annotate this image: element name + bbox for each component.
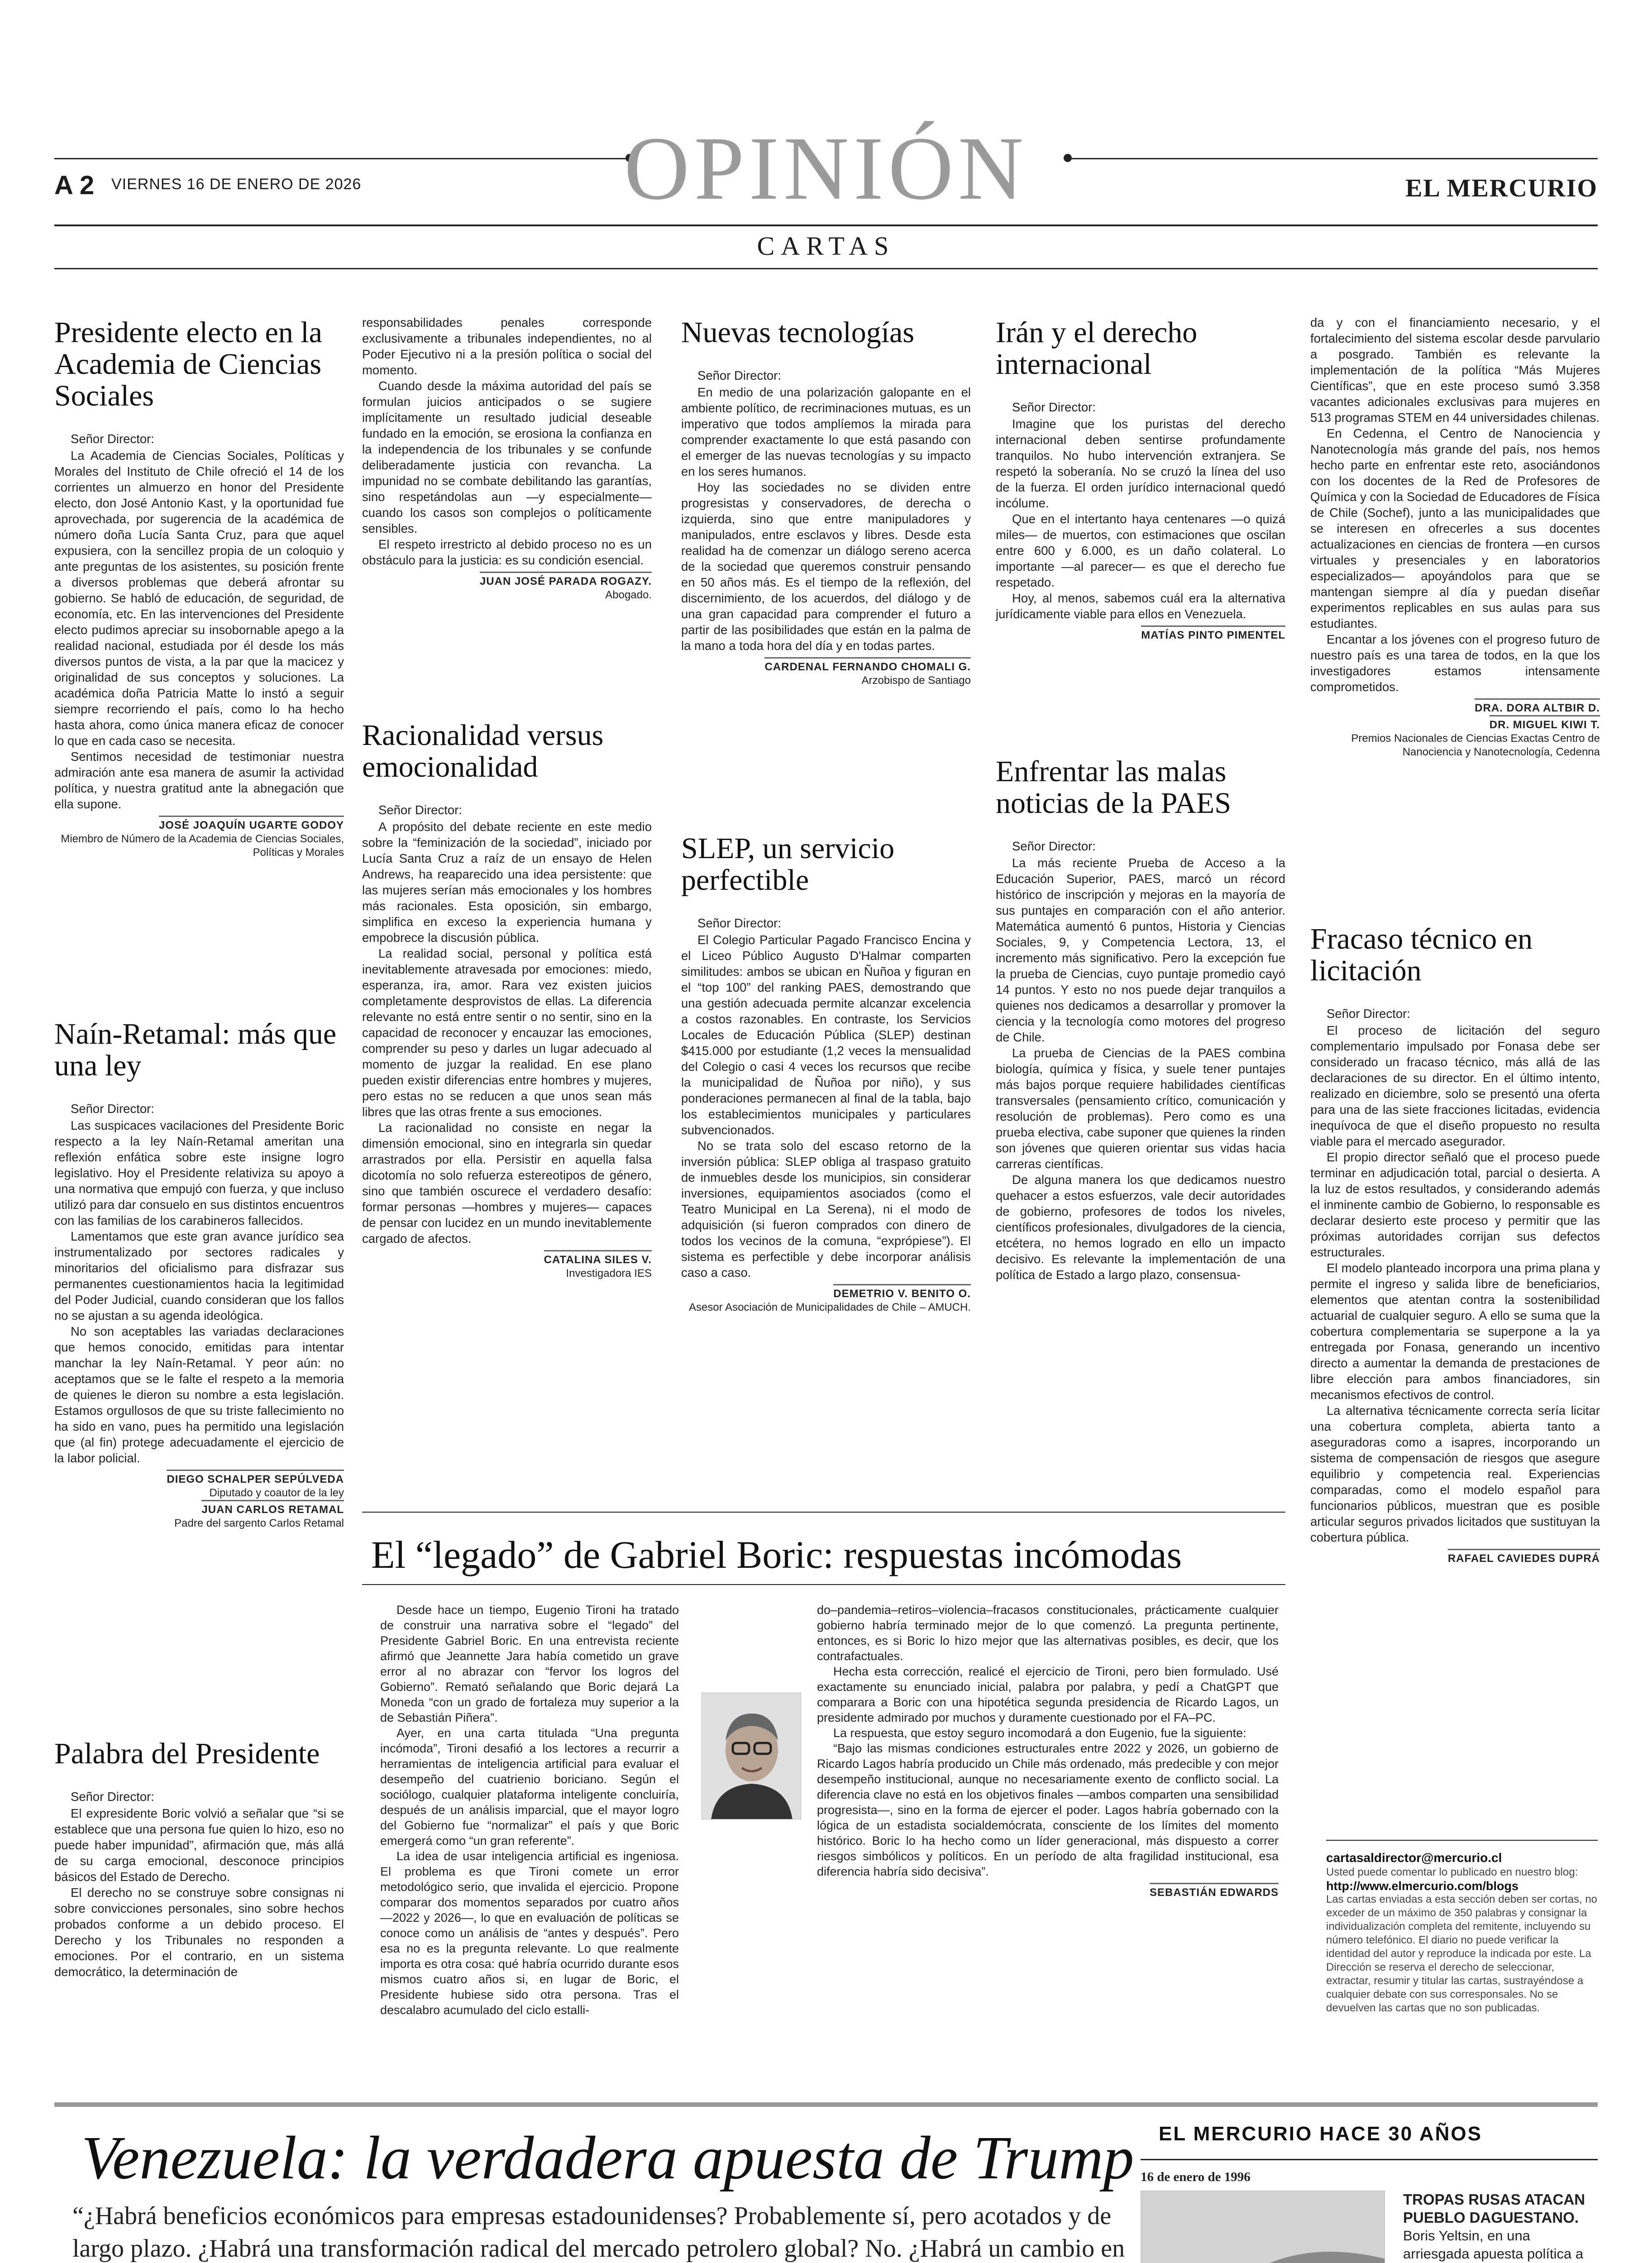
boric-rule <box>362 1512 1285 1513</box>
author-portrait-icon <box>702 1693 801 1819</box>
fire-village-photo-icon <box>1141 2191 1385 2263</box>
article-paragraph: La respuesta, que estoy seguro incomodará a don Eugenio, fue la siguiente: <box>833 1726 1246 1740</box>
salutation: Señor Director: <box>71 432 154 446</box>
letter-paragraph: da y con el financiamiento necesario, y el fortalecimiento del sistema escolar desde parvulario a posgrado. También es relevante la implementación de la política “Más Mujeres Científicas”, que en este proceso sumó 3.358 vacantes adicionales exclusivas para mujeres en 513 programas STEM en 44 universidades chilenas. <box>1310 315 1600 425</box>
letter-title: Irán y el derecho internacional <box>996 316 1198 381</box>
letter-palabra-presidente <box>54 1738 344 1980</box>
letter-paragraph: En Cedenna, el Centro de Nanociencia y Nanotecnología más grande del país, nos hemos hecho parte en enfrentar este reto, asociándonos con los docentes de la Red de Profesores de Química y con la Sociedad de Educadores de Física de Chile (Sochef), junto a las municipalidades que se interesen en ofrecerles a sus docentes actualizaciones en ciencias de frontera —en cursos virtuales y presenciales y en laboratorios especializados— apoyándolos para que se mantengan siempre al día y puedan diseñar experimentos replicables en sus aulas para sus estudiantes. <box>1310 426 1600 630</box>
history-date: 16 de enero de 1996 <box>1141 2170 1251 2184</box>
salutation: Señor Director: <box>378 803 462 817</box>
venezuela-rule <box>54 2102 1141 2107</box>
signature: DIEGO SCHALPER SEPÚLVEDA Diputado y coautor de la ley JUAN CARLOS RETAMAL Padre del sargento Carlos Retamal <box>54 1470 344 1530</box>
signature: DEMETRIO V. BENITO O. Asesor Asociación de Municipalidades de Chile – AMUCH. <box>681 1284 971 1314</box>
signature: JOSÉ JOAQUÍN UGARTE GODOY Miembro de Número de la Academia de Ciencias Sociales, Políticas y Morales <box>54 816 344 859</box>
letter-paragraph: El expresidente Boric volvió a señalar que “si se establece que una persona fue quien lo hizo, eso no puede haber impunidad”, afirmación que, más allá de su carga emocional, desconoce principios básicos del Estado de Derecho. <box>54 1806 344 1884</box>
salutation: Señor Director: <box>1327 1007 1410 1021</box>
newspaper-brand: EL MERCURIO <box>1405 174 1598 202</box>
letter-paragraph: En medio de una polarización galopante en el ambiente político, de recriminaciones mutuas, es un imperativo que todos amplíemos la mirada para comprender exactamente lo que está pasando con el emerger de las nuevas tecnologías y su impacto en los seres humanos. <box>681 385 971 478</box>
letter-paragraph: El modelo planteado incorpora una prima plana y permite el ingreso y salida libre de beneficiarios, elementos que atentan contra la sostenibilidad actuarial de cualquier seguro. A ello se suma que la cobertura complementaria se superpone a la ya entregada por Fonasa, generando un incentivo directo a aumentar la demanda de prestaciones de libre elección para ambos financiadores, sin mecanismos efectivos de control. <box>1310 1261 1600 1402</box>
header-rule-right <box>1068 158 1598 159</box>
article-paragraph: La idea de usar inteligencia artificial es ingeniosa. El problema es que Tironi comete un error metodológico serio, que invalida el ejercicio. Propone comparar dos momentos separados por cuatro años —2022 y 2026—, lo que en evaluación de políticas se conoce como un análisis de “antes y después”. Pero esa no es la pregunta relevante. Lo que realmente importa es otra cosa: qué habría ocurrido durante esos mismos cuatro años si, en lugar de Boric, el Presidente hubiese sido otra persona. Tras el descalabro acumulado del ciclo estalli- <box>380 1849 679 2017</box>
page-number: A 2 <box>54 171 95 200</box>
letter-paragraph: La prueba de Ciencias de la PAES combina biología, química y física, y suele tener puntajes más bajos porque requiere habilidades científicas transversales (pensamiento crítico, comunicación y resolución de problemas). Pero como es una prueba electiva, cabe suponer que quienes la rinden son jóvenes que quieren orientar sus vidas hacia carreras científicas. <box>996 1046 1285 1171</box>
letter-iran <box>996 317 1285 642</box>
issue-date: VIERNES 16 DE ENERO DE 2026 <box>111 176 362 193</box>
letter-paragraph: La realidad social, personal y política está inevitablemente atravesada por emociones: miedo, esperanza, ira, amor. Rara vez existen juicios completamente desprovistos de ellas. La diferencia relevante no está entre sentir o no sentir, sino en la capacidad de reconocer y encauzar las emociones, comprender su peso y darles un lugar adecuado al momento de juzgar la realidad. En ese plano pueden existir diferencias entre hombres y mujeres, pero estas no se reducen a que unos sean más libres que las otras frente a sus emociones. <box>362 946 652 1119</box>
story-title: TROPAS RUSAS ATACAN PUEBLO DAGUESTANO. <box>1403 2191 1585 2226</box>
article-paragraph: Hecha esta corrección, realicé el ejercicio de Tironi, pero bien formulado. Usé exactamente su enunciado inicial, palabra por palabra, y pedí a ChatGPT que comparara a Boric con una hipotética segunda presidencia de Ricardo Lagos, un presidente admirado por muchos y duramente cuestionado por el FA–PC. <box>817 1665 1279 1724</box>
letter-paragraph: Lamentamos que este gran avance jurídico sea instrumentalizado por sectores radicales y minoritarios del oficialismo para disfrazar sus permanentes cuestionamientos hacia la legitimidad del Poder Judicial, cuando consideran que los fallos no se ajustan a su agenda ideológica. <box>54 1229 344 1322</box>
signature: MATÍAS PINTO PIMENTEL <box>996 625 1285 642</box>
letter-paragraph: Cuando desde la máxima autoridad del país se formulan juicios anticipados o se sugiere implícitamente un resultado judicial deseable fundado en la emoción, se erosiona la confianza en la independencia de los tribunales y se confunde deliberadamente justicia con revancha. La impunidad no se combate debilitando las garantías, sino respetándolas aun —y especialmente— cuando los casos son complejos o políticamente sensibles. <box>362 379 652 535</box>
article-paragraph: do–pandemia–retiros–violencia–fracasos constitucionales, prácticamente cualquier gobierno habría terminado mejor de lo que comenzó. La pregunta pertinente, entonces, es si Boric lo hizo mejor que las alternativas posibles, es decir, que los contrafactuales. <box>817 1603 1279 1663</box>
salutation: Señor Director: <box>697 916 781 930</box>
letter-title: Nuevas tecnologías <box>681 316 915 349</box>
letter-title: SLEP, un servicio perfectible <box>681 832 895 897</box>
letter-paragraph: No son aceptables las variadas declaraciones que hemos conocido, emitidas para intentar manchar la ley Naín-Retamal. Y peor aún: no aceptamos que se le falte el respeto a la memoria de quienes le dieron su nombre a esta legislación. Estamos orgullosos de que su triste fallecimiento no ha sido en vano, pues ha permitido una legislación que (al fin) protege adecuadamente el ejercicio de la labor policial. <box>54 1324 344 1465</box>
letter-paragraph: La Academia de Ciencias Sociales, Políticas y Morales del Instituto de Chile ofreció el 14 de los corrientes un almuerzo en honor del Presidente electo, don José Antonio Kast, y la oportunidad fue aprovechada, por sugerencia de la académica de número doña Lucía Santa Cruz, para que aquel expusiera, con la sencillez propia de un coloquio y ante preguntas de los asistentes, su posición frente a diversos problemas que deberá afrontar su gobierno. Se habló de educación, de seguridad, de economía, etc. En las intervenciones del Presidente electo pudimos apreciar su insobornable apego a la realidad nacional, estudiada por él desde los más diversos puntos de vista, a la par que la macicez y originalidad de sus conceptos y soluciones. La académica doña Patricia Matte lo instó a seguir siempre recorriendo el país, como lo ha hecho hasta ahora, como única manera eficaz de conocer lo que en cada caso se necesita. <box>54 449 344 748</box>
mailbox-policy: Las cartas enviadas a esta sección deben ser cortas, no exceder de un máximo de 350 palabras y consignar la individualización completa del remitente, incluyendo su número telefónico. El diario no puede verificar la identidad del autor y reproduce la indicada por este. La Dirección se reserva el derecho de seleccionar, extractar, resumir y titular las cartas, sustrayéndose a cualquier debate con sus corresponsales. No se devuelven las cartas que no son publicadas. <box>1326 1893 1598 2014</box>
letter-paragraph: El respeto irrestricto al debido proceso no es un obstáculo para la justicia: es su condición esencial. <box>362 537 652 567</box>
letter-title: Enfrentar las malas noticias de la PAES <box>996 755 1232 820</box>
signature: CATALINA SILES V. Investigadora IES <box>362 1250 652 1280</box>
letter-paragraph: Sentimos necesidad de testimoniar nuestra admiración ante esa manera de asumir la actividad política, y nuestra gratitud ante la abnegación que ella supone. <box>54 750 344 811</box>
venezuela-headline: Venezuela: la verdadera apuesta de Trump <box>81 2124 1134 2192</box>
header-rule-top <box>54 224 1598 226</box>
boric-column-2 <box>817 1602 1279 1900</box>
boric-column-1 <box>380 1602 679 2018</box>
letter-paragraph: De alguna manera los que dedicamos nuestro quehacer a estos esfuerzos, vale decir autoridades de gobierno, profesores de todos los niveles, científicos profesionales, divulgadores de la ciencia, etcétera, no hemos logrado en ello un impacto decisivo. Es relevante la implementación de una política de Estado a largo plazo, consensua- <box>996 1173 1285 1282</box>
signature: JUAN JOSÉ PARADA ROGAZY. Abogado. <box>362 572 652 602</box>
history-rule <box>1141 2102 1598 2107</box>
letter-paragraph: Hoy, al menos, sabemos cuál era la alternativa jurídicamente viable para ellos en Venezuela. <box>996 591 1285 621</box>
letter-paragraph: Encantar a los jóvenes con el progreso futuro de nuestro país es una tarea de todos, en la que los investigadores estamos intensamente comprometidos. <box>1310 632 1600 694</box>
signature: CARDENAL FERNANDO CHOMALI G. Arzobispo de Santiago <box>681 657 971 687</box>
letter-paragraph: El derecho no se construye sobre consignas ni sobre convicciones personales, sino sobre hechos probados conforme a un debido proceso. El Derecho y los Tribunales no responden a emociones. Por el contrario, en un sistema democrático, la determinación de <box>54 1886 344 1979</box>
subsection-title: CARTAS <box>757 231 895 261</box>
mailbox-email[interactable]: cartasaldirector@mercurio.cl <box>1326 1851 1502 1865</box>
letter-title: Fracaso técnico en licitación <box>1310 922 1533 987</box>
salutation: Señor Director: <box>697 368 781 382</box>
article-paragraph: “Bajo las mismas condiciones estructurales entre 2022 y 2026, un gobierno de Ricardo Lagos habría producido un Chile más ordenado, más predecible y con mejor desempeño institucional, aunque no necesariamente exento de conflicto social. La diferencia clave no está en los objetivos finales —ambos comparten una sensibilidad progresista—, sino en la forma de ejercer el poder. Lagos habría gobernado con la lógica de un estadista socialdemócrata, consciente de los límites del momento histórico. Boric lo ha hecho como un líder generacional, más dispuesto a correr riesgos simbólicos y políticos. En un período de alta fragilidad institucional, esa diferencia habría sido decisiva”. <box>817 1742 1279 1878</box>
boric-rule-bottom <box>362 1584 1285 1585</box>
mailbox-url[interactable]: http://www.elmercurio.com/blogs <box>1326 1879 1519 1893</box>
venezuela-lead: “¿Habrá beneficios económicos para empresas estadounidenses? Probablemente sí, pero acotados y de largo plazo. ¿Habrá una transformación radical del mercado petrolero global? No. ¿Habrá un cambio en <box>72 2202 1125 2263</box>
letter-paragraph: La más reciente Prueba de Acceso a la Educación Superior, PAES, marcó un récord histórico de inscripción y mejoras en la mayoría de sus puntajes en comparación con el año anterior. Matemática aumentó 6 puntos, Historia y Ciencias Sociales, 9, y Competencia Lectora, 13, el incremento más significativo. Pero la excepción fue la prueba de Ciencias, cuyo puntaje promedio cayó 14 puntos. Y esto no nos puede dejar tranquilos a quienes nos dedicamos a desarrollar y promover la ciencia y la tecnología como motores del progreso de Chile. <box>996 856 1285 1044</box>
letter-palabra-continuation <box>362 315 652 602</box>
history-rule-2 <box>1141 2159 1598 2160</box>
boric-headline: El “legado” de Gabriel Boric: respuestas incómodas <box>371 1533 1182 1576</box>
salutation: Señor Director: <box>1012 400 1096 414</box>
letter-paragraph: responsabilidades penales corresponde exclusivamente a tribunales independientes, no al Poder Ejecutivo ni a la presión política o social del momento. <box>362 315 652 377</box>
letter-title: Naín-Retamal: más que una ley <box>54 1017 337 1082</box>
salutation: Señor Director: <box>71 1790 154 1804</box>
letter-paragraph: El proceso de licitación del seguro complementario impulsado por Fonasa debe ser considerado un fracaso técnico, más allá de las declaraciones de su director. En el último intento, realizado en diciembre, solo se presentó una oferta para una de las siete fracciones licitadas, evidencia inequívoca de que el diseño propuesto no resulta viable para el mercado asegurador. <box>1310 1023 1600 1148</box>
letter-title: Presidente electo en la Academia de Ciencias Sociales <box>54 316 322 412</box>
letter-paragraph: Que en el intertanto haya centenares —o quizá miles— de muertos, con estimaciones que oscilan entre 600 y 6.000, es un daño colateral. Lo importante —al parecer— es que el derecho fue respetado. <box>996 512 1285 589</box>
letter-paragraph: El Colegio Particular Pagado Francisco Encina y el Liceo Público Augusto D'Halmar comparten similitudes: ambos se ubican en Ñuñoa y figuran en el “top 100” del ranking PAES, demostrando que una gestión adecuada permite alcanzar excelencia a costos razonables. En contraste, los Servicios Locales de Educación Pública (SLEP) destinan $415.000 por estudiante (1,2 veces la mensualidad del Colegio o casi 4 veces los recursos que recibe la municipalidad de Ñuñoa por niño), y sus ponderaciones permanecen al final de la tabla, bajo los establecimientos municipales y particulares subvencionados. <box>681 933 971 1137</box>
salutation: Señor Director: <box>1012 839 1096 853</box>
article-paragraph: Desde hace un tiempo, Eugenio Tironi ha tratado de construir una narrativa sobre el “legado” del Presidente Gabriel Boric. En una entrevista reciente afirmó que Jeannette Jara había cometido un grave error al no abrazar con “fervor los logros del Gobierno”. Remató señalando que Boric dejará La Moneda “con un grado de fortaleza muy superior a la de Sebastián Piñera”. <box>380 1603 679 1724</box>
letter-paragraph: A propósito del debate reciente en este medio sobre la “feminización de la sociedad”, iniciado por Lucía Santa Cruz a raíz de un ensayo de Helen Andrews, ha reaparecido una idea persistente: que las mujeres serían más emocionales y los hombres más racionales. Esta oposición, sin embargo, simplifica en exceso la experiencia humana y empobrece la discusión pública. <box>362 820 652 945</box>
history-30-heading: EL MERCURIO HACE 30 AÑOS <box>1159 2123 1482 2145</box>
letter-paes <box>996 756 1285 1283</box>
mailbox-rule <box>1326 1840 1598 1841</box>
letter-paragraph: El propio director señaló que el proceso puede terminar en adjudicación total, parcial o desierta. A la luz de estos resultados, y considerando además el inminente cambio de Gobierno, lo responsable es declarar desierto este proceso y permitir que las próximas autoridades corrijan sus defectos estructurales. <box>1310 1150 1600 1259</box>
letter-nuevas-tecnologias <box>681 317 971 687</box>
signature: DRA. DORA ALTBIR D. DR. MIGUEL KIWI T. Premios Nacionales de Ciencias Exactas Centro de Nanociencia y Nanotecnología, Cedenna <box>1310 698 1600 759</box>
letter-academia <box>54 317 344 859</box>
letter-racionalidad <box>362 720 652 1280</box>
history-photo <box>1141 2191 1385 2263</box>
letter-paragraph: Hoy las sociedades no se dividen entre progresistas y conservadores, de derecha o izquierda, sino que entre manipuladores y manipulados, entre esclavos y libres. Desde esta realidad ha de comenzar un diálogo sereno acerca de la sociedad que queremos construir pensando en 50 años más. Es el tiempo de la reflexión, del discernimiento, de los acuerdos, del diálogo y de una gran capacidad para comprender el futuro a partir de las posibilidades que están en la palma de la mano a toda hora del día y en todas partes. <box>681 480 971 653</box>
letter-paragraph: La racionalidad no consiste en negar la dimensión emocional, sino en integrarla sin quedar arrastrados por ella. Persistir en aquella falsa dicotomía no solo refuerza estereotipos de género, sino que también oscurece el verdadero desafío: formar personas —hombres y mujeres— capaces de pensar con lucidez en un mundo inevitablemente cargado de afectos. <box>362 1121 652 1246</box>
history-30-box <box>1141 2168 1598 2190</box>
author-photo <box>702 1693 801 1819</box>
history-30-story-1 <box>1403 2191 1600 2263</box>
letter-paes-continuation <box>1310 315 1600 759</box>
letter-paragraph: Imagine que los puristas del derecho internacional deben sentirse profundamente tranquilos. No hubo intervención extranjera. Se respetó la soberanía. No se cruzó la línea del uso de la fuerza. El orden jurídico internacional quedó incólume. <box>996 417 1285 510</box>
letter-slep <box>681 833 971 1314</box>
letter-nain-retamal <box>54 1018 344 1530</box>
signature: SEBASTIÁN EDWARDS <box>817 1883 1279 1900</box>
letter-fracaso-licitacion <box>1310 923 1600 1566</box>
letter-paragraph: La alternativa técnicamente correcta sería licitar una cobertura completa, abierta tanto a aseguradoras como a isapres, incorporando un sistema de compensación de riesgos que asegure equilibrio y competencia real. Experiencias comparadas, como el modelo español para funcionarios públicos, muestran que es posible articular seguros privados licitados que sustituyan la cobertura pública. <box>1310 1404 1600 1544</box>
letter-title: Racionalidad versus emocionalidad <box>362 719 604 783</box>
section-title: OPINIÓN <box>624 119 1028 219</box>
mailbox-note: Usted puede comentar lo publicado en nuestro blog: <box>1326 1866 1578 1878</box>
letter-paragraph: No se trata solo del escaso retorno de la inversión pública: SLEP obliga al traspaso gratuito de inmuebles desde los municipios, sin considerar inversiones, equipamientos asociados (como el Teatro Municipal en La Serena), ni el modo de adquisición (si fueron comprados con dinero de todos los vecinos de la comuna, “exprópiese”). El sistema es perfectible y debe incorporar análisis caso a caso. <box>681 1139 971 1280</box>
letter-paragraph: Las suspicaces vacilaciones del Presidente Boric respecto a la ley Naín-Retamal ameritan una reflexión enfática sobre este insigne logro legislativo. Hoy el Presidente relativiza su apoyo a una normativa que empujó con fuerza, y que incluso utilizó para dar consuelo en sus distintos encuentros con las familias de los carabineros fallecidos. <box>54 1118 344 1227</box>
mailbox-info <box>1326 1851 1600 2015</box>
letter-title: Palabra del Presidente <box>54 1737 320 1770</box>
header-rule-bottom <box>54 268 1598 269</box>
article-paragraph: Ayer, en una carta titulada “Una pregunta incómoda”, Tironi desafió a los lectores a recurrir a herramientas de inteligencia artificial para evaluar el desempeño del cuatrienio boriciano. Según el sociólogo, cualquier plataforma inteligente concluiría, después de un análisis imparcial, que el mayor logro del Gobierno fue “normalizar” el país y que Boric emergerá como “un gran referente”. <box>380 1726 679 1848</box>
salutation: Señor Director: <box>71 1102 154 1116</box>
story-text: Boris Yeltsin, en una arriesgada apuesta política a <box>1403 2228 1584 2262</box>
signature: RAFAEL CAVIEDES DUPRÁ <box>1310 1549 1600 1566</box>
